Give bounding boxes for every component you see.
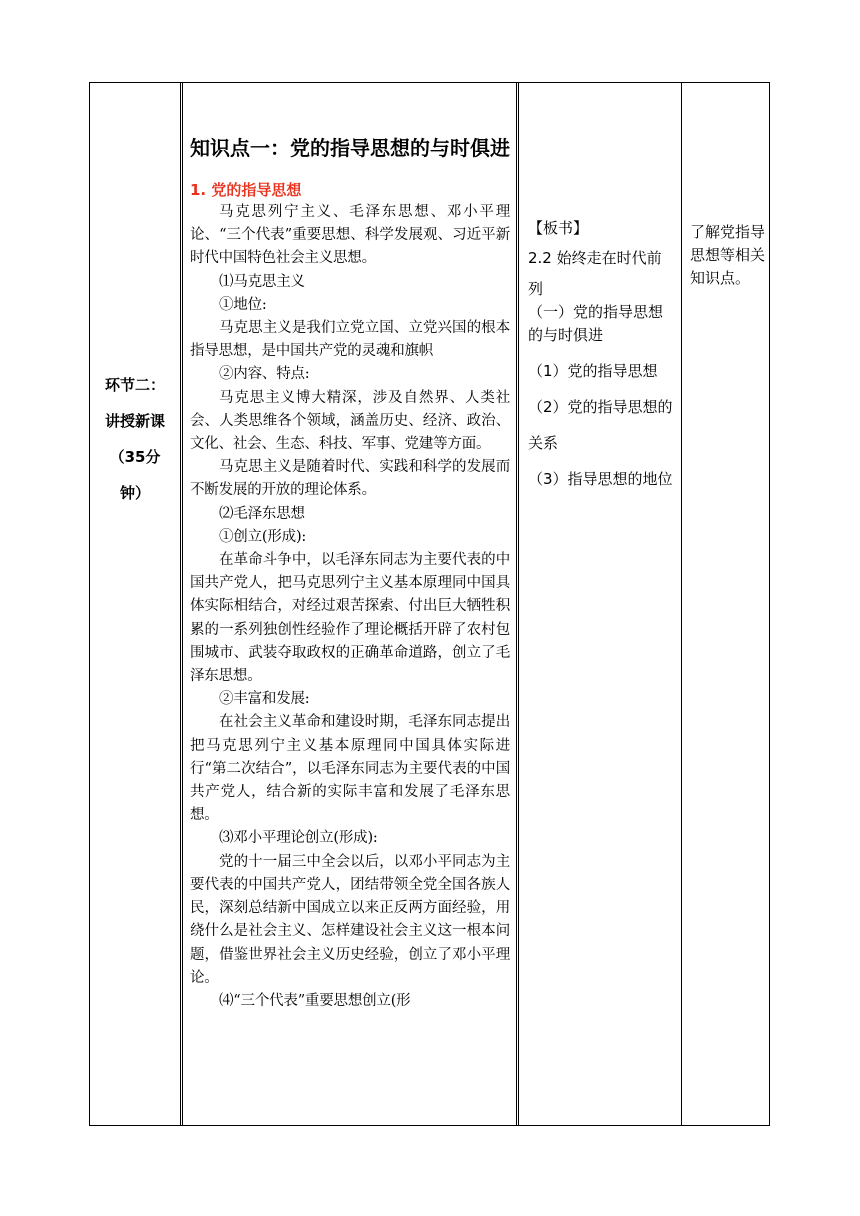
content-heading: ⑶邓小平理论创立(形成):	[219, 830, 378, 847]
board-line: （3）指导思想的地位	[528, 470, 673, 488]
board-column	[519, 83, 682, 1125]
content-paragraph: 在革命斗争中，以毛泽东同志为主要代表的中国共产党人，把马克思列宁主义基本原理同中国具体实际相结合，对经过艰苦探索、付出巨大牺牲积累的一系列独创性经验作了理论概括开辟了农村包围城市、武装夺取政权的正确革命道路，创立了毛泽东思想。	[190, 552, 510, 685]
content-heading: ⑷“三个代表”重要思想创立(形	[219, 992, 411, 1009]
board-line: （2）党的指导思想的关系	[528, 398, 673, 452]
section-label-line: （35分	[109, 448, 161, 466]
design-intent: 了解党指导思想等相关知识点。	[690, 223, 766, 287]
content-paragraph: 马克思主义博大精深，涉及自然界、人类社会、人类思维各个领域，涵盖历史、经济、政治、文化、社会、生态、科技、军事、党建等方面。	[190, 389, 510, 453]
content-heading: ①地位:	[219, 296, 267, 313]
lesson-table	[89, 82, 770, 1126]
board-heading: 【板书】	[528, 219, 589, 237]
content-paragraph: 党的十一届三中全会以后，以邓小平同志为主要代表的中国共产党人，团结带领全党全国各族人民，深刻总结新中国成立以来正反两方面经验，用绕什么是社会主义、怎样建设社会主义这一根本问题，借鉴世界社会主义历史经验，创立了邓小平理论。	[190, 853, 510, 986]
section-column	[90, 83, 180, 1125]
content-heading: ⑵毛泽东思想	[219, 505, 305, 522]
content-paragraph: 马克思主义是随着时代、实践和科学的发展而不断发展的开放的理论体系。	[190, 459, 510, 499]
aim-column	[682, 83, 769, 1125]
content-heading: ②丰富和发展:	[219, 691, 310, 708]
subsection-title: 1. 党的指导思想	[190, 181, 302, 199]
content-column	[180, 83, 519, 1125]
section-label-line: 环节二：	[104, 376, 165, 394]
content-paragraph: 马克思列宁主义、毛泽东思想、邓小平理论、“三个代表”重要思想、科学发展观、习近平新时代中国特色社会主义思想。	[190, 204, 510, 267]
board-line: （1）党的指导思想	[528, 362, 658, 380]
section-label-line: 讲授新课	[104, 412, 165, 430]
teaching-content	[190, 127, 510, 1013]
board-line: 2.2 始终走在时代前列	[528, 249, 662, 298]
content-heading: ①创立(形成):	[219, 528, 307, 545]
section-label	[90, 367, 180, 511]
board-line: （一）党的指导思想的与时俱进	[528, 303, 664, 344]
content-paragraph: 在社会主义革命和建设时期，毛泽东同志提出把马克思列宁主义基本原理同中国具体实际进行“第二次结合”，以毛泽东同志为主要代表的中国共产党人，结合新的实际丰富和发展了毛泽东思想。	[190, 714, 510, 824]
content-heading: ②内容、特点:	[219, 366, 310, 383]
section-label-line: 钟）	[119, 484, 150, 502]
content-heading: ⑴马克思主义	[219, 273, 305, 290]
content-paragraph: 马克思主义是我们立党立国、立党兴国的根本指导思想，是中国共产党的灵魂和旗帜	[190, 320, 510, 360]
knowledge-point-title: 知识点一：党的指导思想的与时俱进	[190, 136, 510, 160]
blackboard-plan	[528, 217, 675, 497]
